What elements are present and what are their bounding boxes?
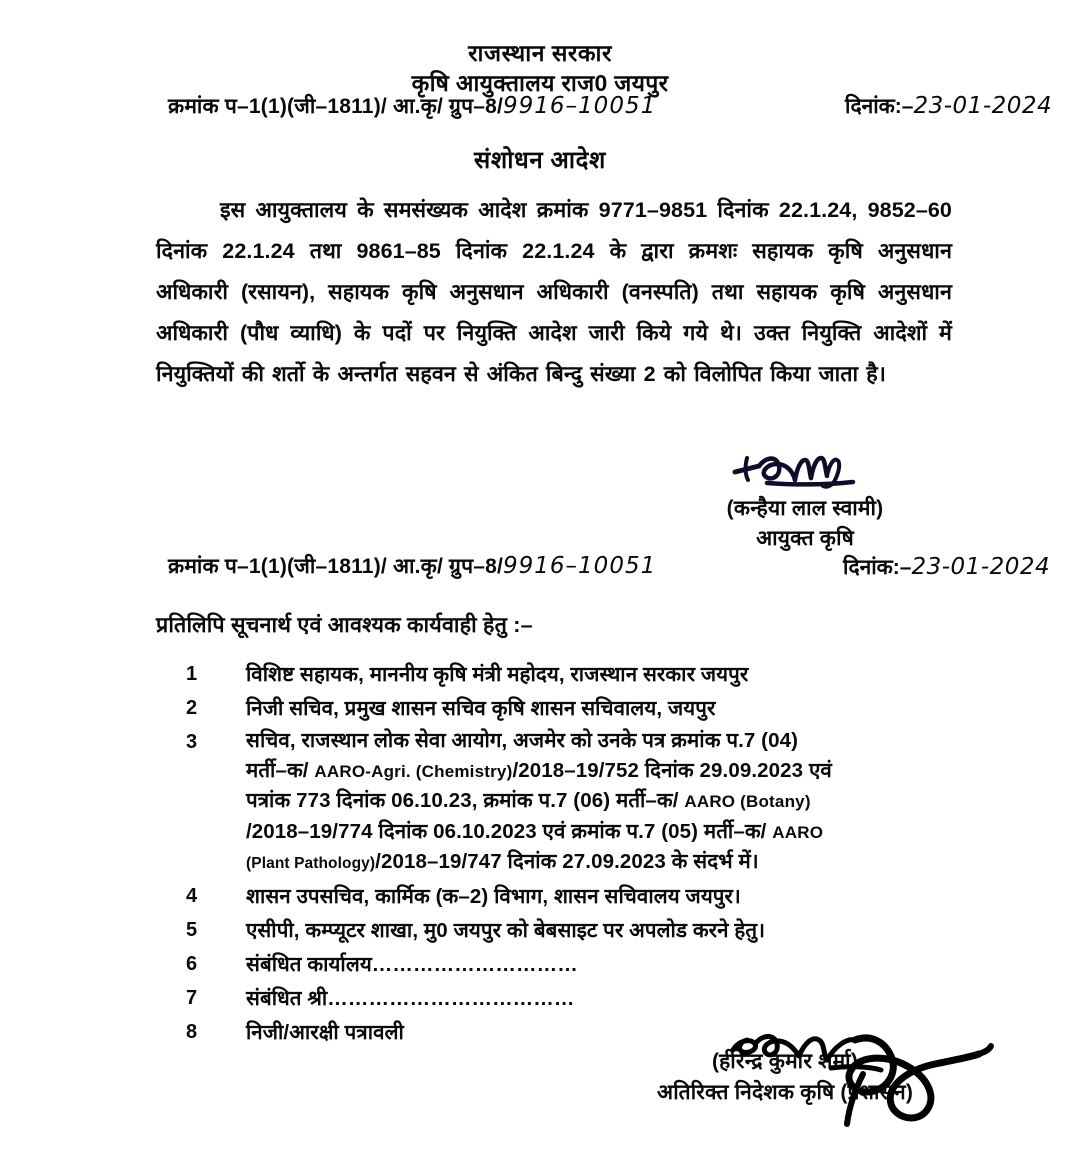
- signatory-designation-top: आयुक्त कृषि: [756, 527, 854, 550]
- list-item-line: [246, 817, 976, 848]
- line-text: /2018–19/774 दिनांक 06.10.2023 एवं क्रमांक प.7 (05) मर्ती–क/: [246, 819, 767, 843]
- list-item-number: 6: [186, 952, 198, 975]
- list-item-number: 2: [186, 697, 198, 719]
- list-item: [186, 948, 976, 981]
- signatory-name-top: (कन्हैया लाल स्वामी): [726, 497, 884, 520]
- signatory-name-bottom: (हीरेन्द्र कुमार शर्मा): [711, 1050, 859, 1073]
- signatory-designation-bottom: अतिरिक्त निदेशक कृषि (प्रशासन): [656, 1081, 914, 1104]
- distribution-list: [186, 658, 976, 1050]
- list-item-text: निजी सचिव, प्रमुख शासन सचिव कृषि शासन सचिवालय, जयपुर: [246, 697, 716, 720]
- list-item-text: एसीपी, कम्प्यूटर शाखा, मु0 जयपुर को बेबसाइट पर अपलोड करने हेतु।: [246, 918, 766, 942]
- date-value-top: 23-01-2024: [913, 93, 1053, 119]
- list-item-number: 7: [186, 986, 198, 1009]
- list-item: [186, 982, 976, 1015]
- reference-code: AARO: [772, 822, 824, 842]
- list-item-text: [246, 726, 976, 879]
- list-item-line: [246, 847, 976, 879]
- list-item: [186, 658, 976, 691]
- government-name: राजस्थान सरकार: [468, 40, 612, 66]
- line-text: मर्ती–क/: [246, 758, 309, 782]
- line-text: /2018–19/747 दिनांक 27.09.2023 के संदर्भ में।: [375, 850, 759, 873]
- list-item-number: 5: [186, 918, 198, 941]
- list-item: [186, 880, 976, 913]
- reference-prefix-bottom: क्रमांक प–1(1)(जी–1811)/ आ.कृ/ ग्रुप–8/: [168, 555, 504, 578]
- list-item-line: [246, 786, 976, 817]
- list-item-line: [246, 756, 976, 787]
- list-item-text: विशिष्ट सहायक, माननीय कृषि मंत्री महोदय, राजस्थान सरकार जयपुर: [246, 663, 749, 686]
- reference-handwritten-number-bottom: 9916–10051: [503, 553, 657, 579]
- date-bottom: [843, 553, 1050, 581]
- list-item: [186, 1016, 976, 1049]
- reference-code: AARO (Botany): [684, 792, 811, 811]
- copy-distribution-heading: प्रतिलिपि सूचनार्थ एवं आवश्यक कार्यवाही हेतु :–: [156, 613, 533, 637]
- body-paragraph: [156, 190, 952, 395]
- list-item-line: सचिव, राजस्थान लोक सेवा आयोग, अजमेर को उनके पत्र क्रमांक प.7 (04): [246, 729, 799, 752]
- date-value-bottom: 23-01-2024: [911, 554, 1051, 580]
- list-item-text: निजी/आरक्षी पत्रावली: [246, 1020, 404, 1044]
- list-item-number: 3: [186, 731, 198, 753]
- reference-handwritten-number-top: 9916–10051: [503, 93, 657, 119]
- list-item-text: शासन उपसचिव, कार्मिक (क–2) विभाग, शासन सचिवालय जयपुर।: [246, 884, 741, 908]
- list-item: [186, 692, 976, 725]
- handwritten-signature-icon: [640, 446, 970, 494]
- list-item-number: 8: [186, 1020, 198, 1043]
- body-paragraph-text: इस आयुक्तालय के समसंख्यक आदेश क्रमांक 9771–9851 दिनांक 22.1.24, 9852–60 दिनांक 22.1.24 तथा 9861–85 दिनांक 22.1.24 के द्वारा क्रमशः सहायक कृषि अनुसधान अधिकारी (रसायन), सहायक कृषि अनुसधान अधिकारी (वनस्पति) तथा सहायक कृषि अनुसधान अधिकारी (पौध व्याधि) के पदों पर नियुक्ति आदेश जारी किये गये थे। उक्त नियुक्ति आदेशों में नियुक्तियों की शर्तो के अन्तर्गत सहवन से अंकित बिन्दु संख्या 2 को विलोपित किया जाता है।: [156, 198, 952, 386]
- line-text: पत्रांक 773 दिनांक 06.10.23, क्रमांक प.7 (06) मर्ती–क/: [246, 789, 679, 812]
- reference-code: AARO-Agri. (Chemistry): [314, 761, 513, 781]
- date-label-top: दिनांक:–: [845, 95, 914, 118]
- document-header: [0, 38, 1080, 98]
- list-item: [186, 726, 976, 879]
- date-label-bottom: दिनांक:–: [843, 556, 912, 579]
- list-item: [186, 914, 976, 947]
- signature-block-top: [640, 446, 970, 554]
- list-item-number: 1: [186, 663, 198, 685]
- list-item-number: 4: [186, 884, 198, 907]
- list-item-text: संबंधित कार्यालय…………………………: [246, 952, 578, 976]
- reference-number-bottom: [168, 552, 656, 580]
- reference-prefix-top: क्रमांक प–1(1)(जी–1811)/ आ.कृ/ ग्रुप–8/: [168, 95, 504, 118]
- reference-number-top: [168, 92, 656, 120]
- reference-code: (Plant Pathology): [246, 855, 376, 872]
- office-name: कृषि आयुक्तालय राज0 जयपुर: [411, 70, 669, 96]
- date-top: [845, 92, 1052, 120]
- list-item-text: संबंधित श्री………………………………: [246, 986, 575, 1010]
- order-title: संशोधन आदेश: [474, 147, 606, 174]
- line-text: /2018–19/752 दिनांक 29.09.2023 एवं: [512, 758, 832, 782]
